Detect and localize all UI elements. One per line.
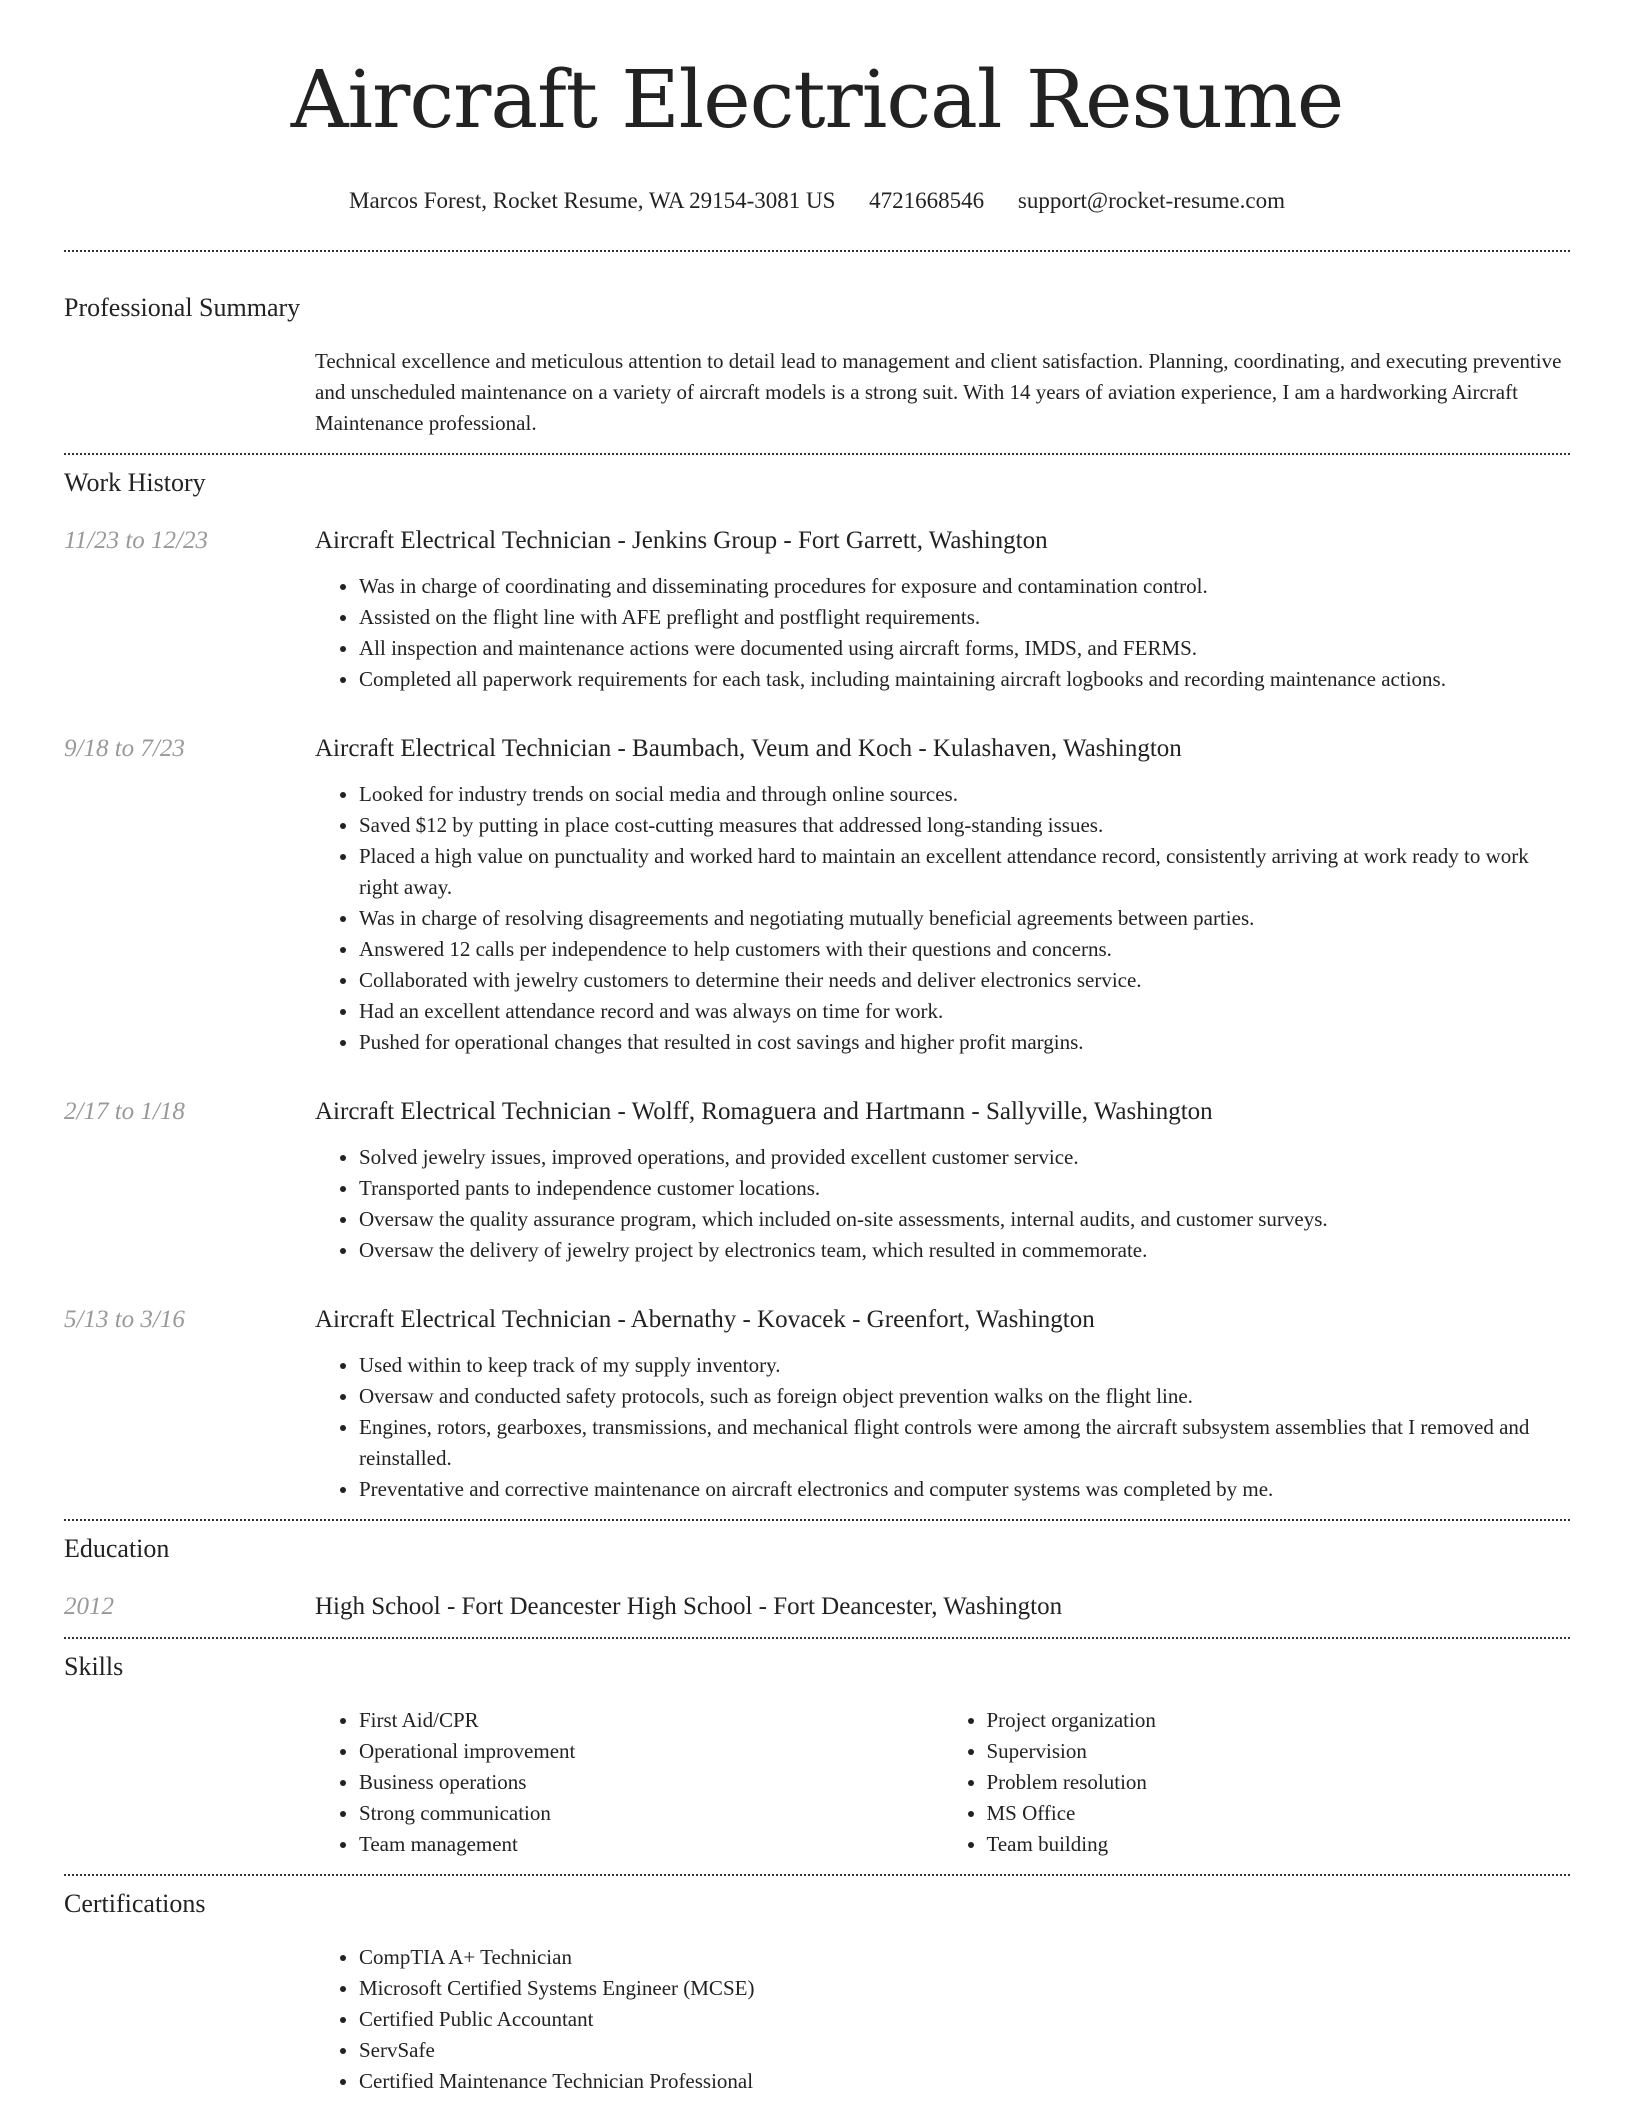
section-divider xyxy=(64,1519,1570,1521)
job-bullet: • All inspection and maintenance actions were documented using aircraft forms, IMDS, and FERMS. xyxy=(359,633,1570,664)
section-divider xyxy=(64,1637,1570,1639)
skill-item: • Team management xyxy=(359,1829,943,1860)
skill-item: • Project organization xyxy=(987,1705,1571,1736)
certification-item: • Microsoft Certified Systems Engineer (MCSE) xyxy=(359,1973,1570,2004)
job-entry xyxy=(64,525,1570,695)
skills-right-list xyxy=(943,1705,1571,1860)
job-bullet: • Collaborated with jewelry customers to determine their needs and deliver electronics service. xyxy=(359,965,1570,996)
job-bullets xyxy=(315,779,1570,1058)
skills-heading: Skills xyxy=(64,1652,124,1681)
job-bullets xyxy=(315,1142,1570,1266)
section-divider xyxy=(64,1874,1570,1876)
job-bullet: • Placed a high value on punctuality and worked hard to maintain an excellent attendance record, consistently arriving at work ready to work right away. xyxy=(359,841,1570,903)
skill-item: • Business operations xyxy=(359,1767,943,1798)
job-bullets xyxy=(315,1350,1570,1505)
summary-row xyxy=(64,346,1570,439)
resume-page xyxy=(64,0,1570,2097)
job-bullet: • Transported pants to independence customer locations. xyxy=(359,1173,1570,1204)
skill-item: • Problem resolution xyxy=(987,1767,1571,1798)
job-bullet: • Answered 12 calls per independence to help customers with their questions and concerns. xyxy=(359,934,1570,965)
skill-item: • Operational improvement xyxy=(359,1736,943,1767)
certification-item: • Certified Public Accountant xyxy=(359,2004,1570,2035)
job-bullet: • Solved jewelry issues, improved operations, and provided excellent customer service. xyxy=(359,1142,1570,1173)
job-title: Aircraft Electrical Technician - Abernathy - Kovacek - Greenfort, Washington xyxy=(315,1306,1095,1333)
section-divider xyxy=(64,453,1570,455)
certifications-list xyxy=(315,1942,1570,2097)
contact-line xyxy=(64,186,1570,216)
job-bullet: • Oversaw the quality assurance program, which included on-site assessments, internal audits, and customer surveys. xyxy=(359,1204,1570,1235)
job-bullet: • Had an excellent attendance record and was always on time for work. xyxy=(359,996,1570,1027)
job-title: Aircraft Electrical Technician - Baumbach, Veum and Koch - Kulashaven, Washington xyxy=(315,735,1182,762)
work-history-list xyxy=(64,525,1570,1505)
job-dates: 9/18 to 7/23 xyxy=(64,735,185,762)
summary-heading: Professional Summary xyxy=(64,293,301,322)
contact-email: support@rocket-resume.com xyxy=(1017,188,1285,213)
job-dates: 2/17 to 1/18 xyxy=(64,1098,185,1125)
skills-row xyxy=(64,1705,1570,1860)
education-title: High School - Fort Deancester High School - Fort Deancester, Washington xyxy=(315,1593,1063,1620)
contact-phone: 4721668546 xyxy=(869,188,985,213)
skill-item: • First Aid/CPR xyxy=(359,1705,943,1736)
job-bullet: • Saved $12 by putting in place cost-cutting measures that addressed long-standing issues. xyxy=(359,810,1570,841)
job-dates: 11/23 to 12/23 xyxy=(64,527,208,554)
job-bullet: • Preventative and corrective maintenance on aircraft electronics and computer systems was completed by me. xyxy=(359,1474,1570,1505)
skills-left-list xyxy=(315,1705,943,1860)
job-bullet: • Completed all paperwork requirements for each task, including maintaining aircraft logbooks and recording maintenance actions. xyxy=(359,664,1570,695)
job-bullet: • Was in charge of resolving disagreements and negotiating mutually beneficial agreements between parties. xyxy=(359,903,1570,934)
job-bullet: • Oversaw and conducted safety protocols, such as foreign object prevention walks on the flight line. xyxy=(359,1381,1570,1412)
job-bullet: • Engines, rotors, gearboxes, transmissions, and mechanical flight controls were among the aircraft subsystem assemblies that I removed and reinstalled. xyxy=(359,1412,1570,1474)
job-entry xyxy=(64,733,1570,1058)
skill-item: • Strong communication xyxy=(359,1798,943,1829)
section-divider xyxy=(64,250,1570,252)
job-dates: 5/13 to 3/16 xyxy=(64,1306,185,1333)
education-entry xyxy=(64,1591,1570,1623)
work-heading: Work History xyxy=(64,468,206,497)
job-entry xyxy=(64,1096,1570,1266)
job-title: Aircraft Electrical Technician - Jenkins Group - Fort Garrett, Washington xyxy=(315,527,1048,554)
job-bullets xyxy=(315,571,1570,695)
job-bullet: • Used within to keep track of my supply inventory. xyxy=(359,1350,1570,1381)
certification-item: • Certified Maintenance Technician Professional xyxy=(359,2066,1570,2097)
skill-item: • Supervision xyxy=(987,1736,1571,1767)
contact-address: Marcos Forest, Rocket Resume, WA 29154-3081 US xyxy=(349,188,836,213)
job-bullet: • Oversaw the delivery of jewelry project by electronics team, which resulted in commemorate. xyxy=(359,1235,1570,1266)
resume-title: Aircraft Electrical Resume xyxy=(290,53,1344,146)
skill-item: • Team building xyxy=(987,1829,1571,1860)
job-bullet: • Was in charge of coordinating and disseminating procedures for exposure and contamination control. xyxy=(359,571,1570,602)
summary-text: Technical excellence and meticulous attention to detail lead to management and client satisfaction. Planning, coordinating, and executing preventive and unscheduled maintenance on a variety of aircraft models is a strong suit. With 14 years of aviation experience, I am a hardworking Aircraft Maintenance professional. xyxy=(315,349,1562,435)
job-bullet: • Pushed for operational changes that resulted in cost savings and higher profit margins. xyxy=(359,1027,1570,1058)
education-year: 2012 xyxy=(64,1593,114,1620)
certification-item: • CompTIA A+ Technician xyxy=(359,1942,1570,1973)
education-heading: Education xyxy=(64,1534,170,1563)
job-entry xyxy=(64,1304,1570,1505)
certifications-heading: Certifications xyxy=(64,1889,206,1918)
job-title: Aircraft Electrical Technician - Wolff, Romaguera and Hartmann - Sallyville, Washington xyxy=(315,1098,1213,1125)
certifications-row xyxy=(64,1942,1570,2097)
job-bullet: • Looked for industry trends on social media and through online sources. xyxy=(359,779,1570,810)
skills-grid xyxy=(315,1705,1570,1860)
certification-item: • ServSafe xyxy=(359,2035,1570,2066)
job-bullet: • Assisted on the flight line with AFE preflight and postflight requirements. xyxy=(359,602,1570,633)
skill-item: • MS Office xyxy=(987,1798,1571,1829)
